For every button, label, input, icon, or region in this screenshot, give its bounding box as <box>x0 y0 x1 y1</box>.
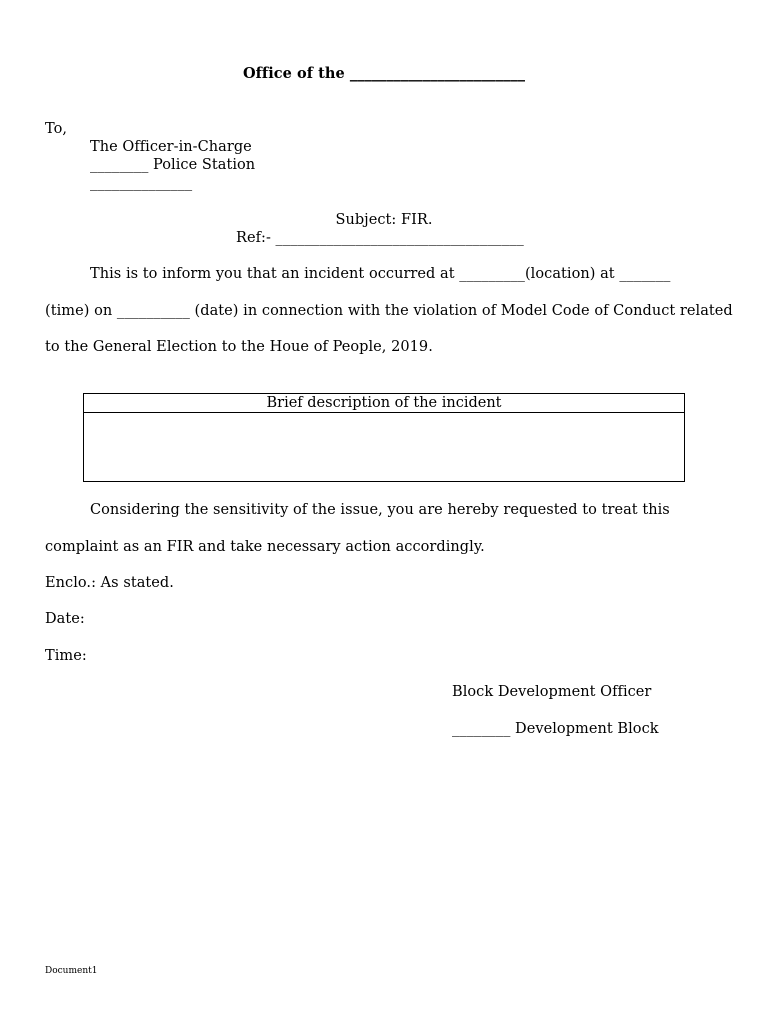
paragraph-1-line-2: (time) on __________ (date) in connection with the violation of Model Code of Conduct related <box>45 303 733 319</box>
addressee-police-station: ________ Police Station <box>90 157 256 173</box>
incident-description-table <box>83 393 685 482</box>
incident-description-header: Brief description of the incident <box>84 394 684 413</box>
incident-description-field[interactable] <box>84 413 684 481</box>
time-label: Time: <box>45 648 87 664</box>
signatory-block: ________ Development Block <box>452 721 659 737</box>
paragraph-2-line-2: complaint as an FIR and take necessary action accordingly. <box>45 539 485 555</box>
addressee-blank-line: ______________ <box>90 175 193 191</box>
paragraph-2-line-1: Considering the sensitivity of the issue, you are hereby requested to treat this <box>90 502 670 518</box>
to-label: To, <box>45 121 68 137</box>
paragraph-1-line-3: to the General Election to the Houe of People, 2019. <box>45 339 433 355</box>
enclosure-line: Enclo.: As stated. <box>45 575 174 591</box>
reference-line: Ref:- __________________________________ <box>236 230 524 246</box>
date-label: Date: <box>45 611 85 627</box>
paragraph-1-line-1: This is to inform you that an incident occurred at _________(location) at _______ <box>90 266 671 282</box>
addressee-officer: The Officer-in-Charge <box>90 139 252 155</box>
signatory-title: Block Development Officer <box>452 684 652 700</box>
office-heading: Office of the ________________________ <box>242 65 526 82</box>
footer-document-name: Document1 <box>45 966 98 976</box>
subject-line: Subject: FIR. <box>335 212 433 228</box>
